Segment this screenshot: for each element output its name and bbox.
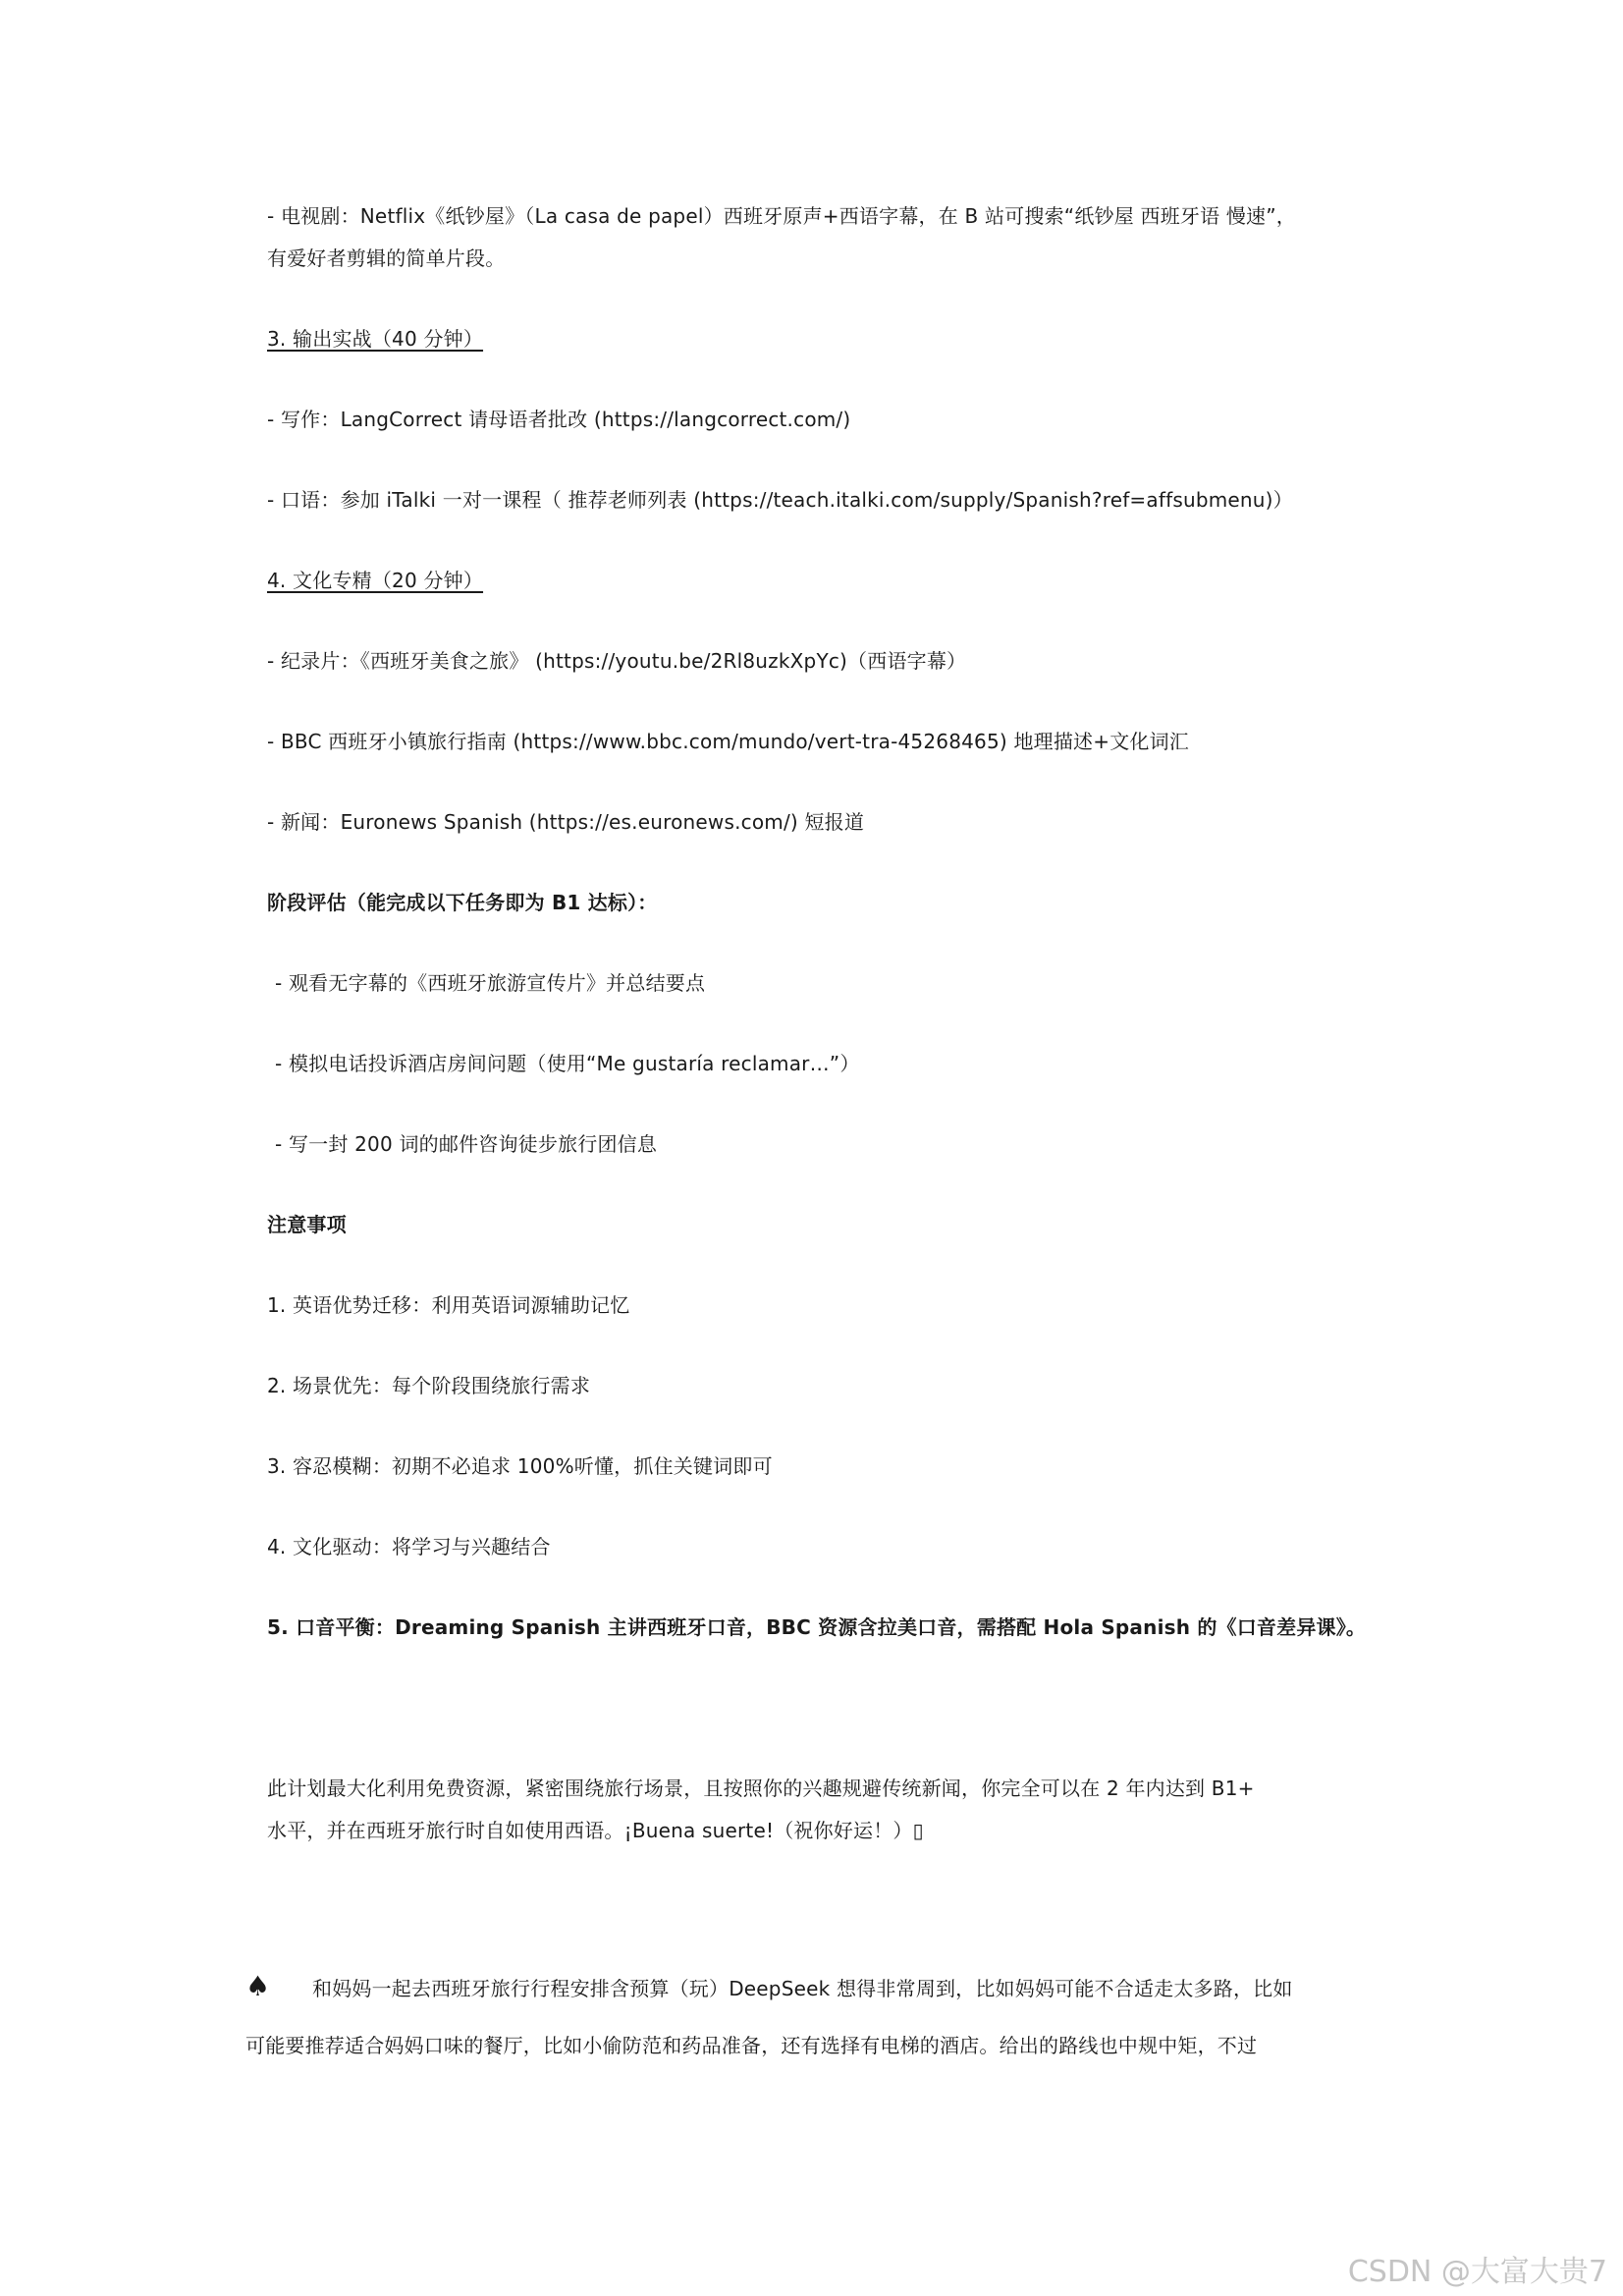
assessment-heading: 阶段评估（能完成以下任务即为 B1 达标）： xyxy=(267,891,658,914)
note-item: 3. 容忍模糊：初期不必追求 100%听懂，抓住关键词即可 xyxy=(267,1454,773,1478)
note-item: 1. 英语优势迁移：利用英语词源辅助记忆 xyxy=(267,1293,630,1317)
spade-bullet-icon: ♠ xyxy=(245,1970,271,2002)
note-item: 2. 场景优先：每个阶段围绕旅行需求 xyxy=(267,1374,591,1397)
assessment-item: - 观看无字幕的《西班牙旅游宣传片》并总结要点 xyxy=(275,971,706,995)
note-item-5: 5. 口音平衡：Dreaming Spanish 主讲西班牙口音，BBC 资源含拉美口音，需搭配 Hola Spanish 的《口音差异课》。 xyxy=(267,1615,1367,1639)
assessment-item: - 模拟电话投诉酒店房间问题（使用“Me gustaría reclamar…”） xyxy=(275,1052,860,1075)
speaking-resource: - 口语：参加 iTalki 一对一课程（ 推荐老师列表 (https://teach.italki.com/supply/Spanish?ref=affsubmenu)） xyxy=(267,488,1293,512)
news-resource: - 新闻：Euronews Spanish (https://es.euronews.com/) 短报道 xyxy=(267,810,865,834)
section-3-heading: 3. 输出实战（40 分钟） xyxy=(267,327,484,351)
note-item: 4. 文化驱动：将学习与兴趣结合 xyxy=(267,1535,551,1558)
documentary-resource: - 纪录片：《西班牙美食之旅》 (https://youtu.be/2Rl8uzkXpYc)（西语字幕） xyxy=(267,649,967,673)
assessment-item: - 写一封 200 词的邮件咨询徒步旅行团信息 xyxy=(275,1132,658,1156)
conclusion-line-2: 水平，并在西班牙旅行时自如使用西语。¡Buena suerte!（祝你好运！）▯ xyxy=(267,1819,924,1842)
tv-line-2: 有爱好者剪辑的简单片段。 xyxy=(267,246,506,270)
section-4-heading: 4. 文化专精（20 分钟） xyxy=(267,569,484,592)
notes-heading: 注意事项 xyxy=(267,1213,347,1236)
bbc-resource: - BBC 西班牙小镇旅行指南 (https://www.bbc.com/mundo/vert-tra-45268465) 地理描述+文化词汇 xyxy=(267,730,1190,753)
tv-line-1: - 电视剧：Netflix《纸钞屋》（La casa de papel）西班牙原声+西语字幕，在 B 站可搜索“纸钞屋 西班牙语 慢速”， xyxy=(267,204,1297,228)
writing-resource: - 写作：LangCorrect 请母语者批改 (https://langcorrect.com/) xyxy=(267,408,851,431)
final-paragraph-line-2: 可能要推荐适合妈妈口味的餐厅，比如小偷防范和药品准备，还有选择有电梯的酒店。给出的路线也中规中矩，不过 xyxy=(245,2034,1258,2057)
watermark: CSDN @大富大贵7 xyxy=(1347,2255,1607,2289)
final-paragraph-line-1: 和妈妈一起去西班牙旅行行程安排含预算（玩）DeepSeek 想得非常周到，比如妈妈可能不合适走太多路，比如 xyxy=(312,1977,1293,2000)
conclusion-line-1: 此计划最大化利用免费资源，紧密围绕旅行场景，且按照你的兴趣规避传统新闻，你完全可以在 2 年内达到 B1+ xyxy=(267,1777,1255,1800)
